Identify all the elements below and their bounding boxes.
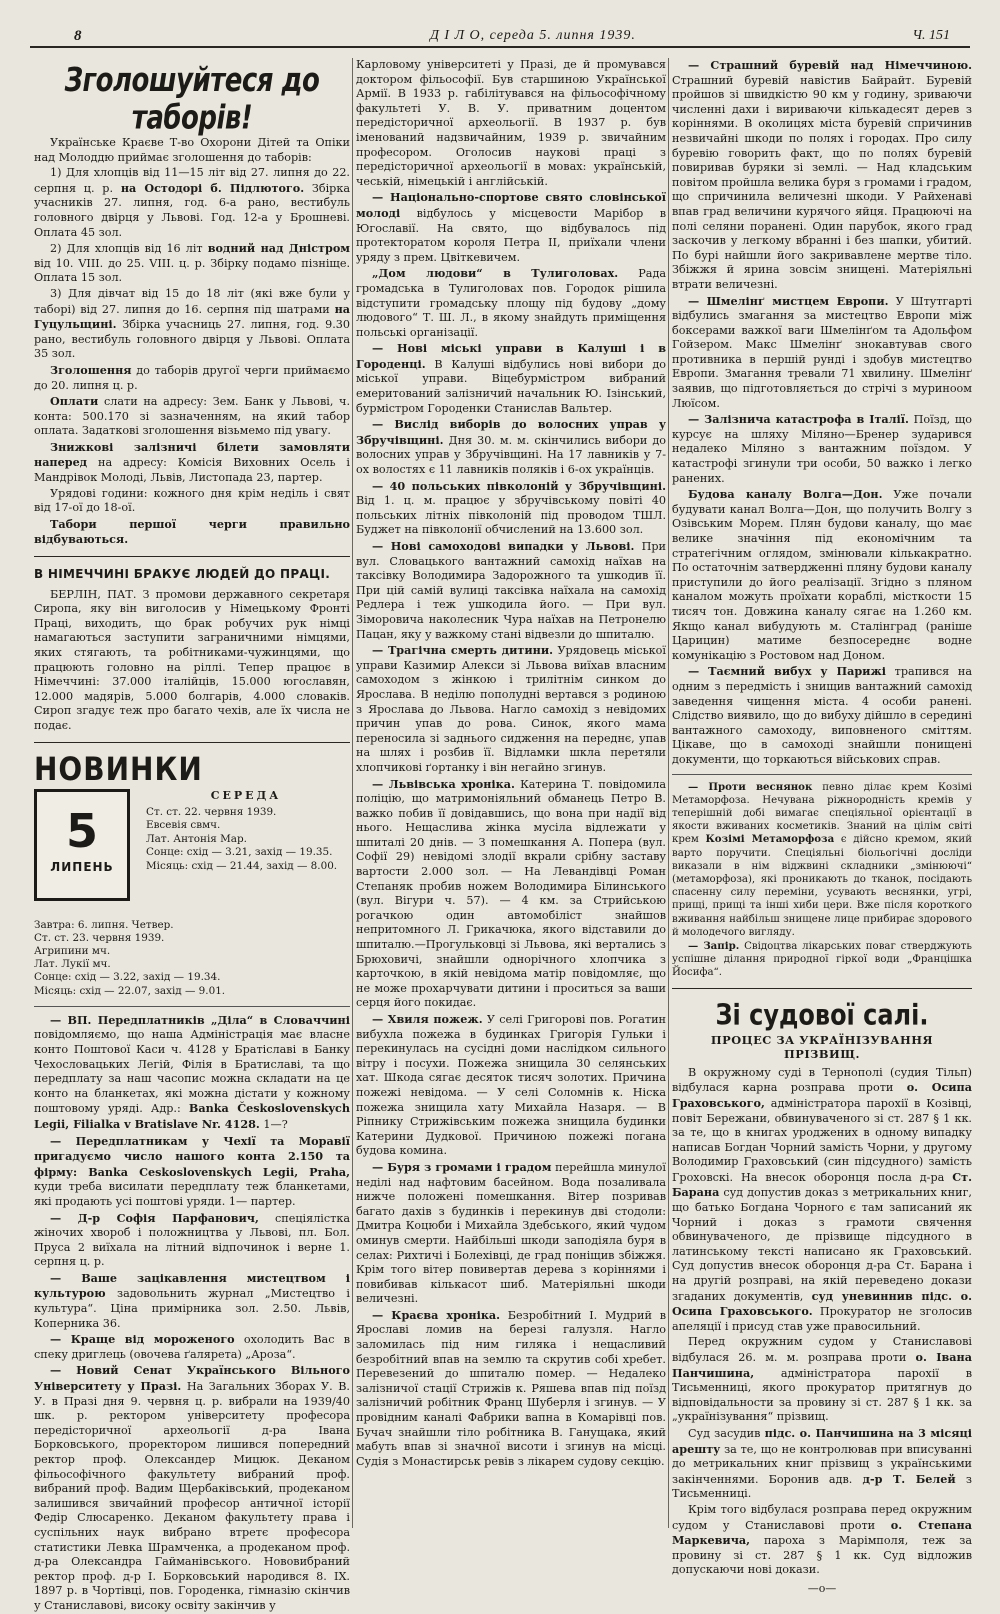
divider	[34, 1006, 350, 1007]
tomorrow-line: Агрипини мч.	[34, 944, 111, 957]
news-item: — Страшний буревій над Німеччиною. Страшний буревій навістив Байрайт. Буревій пройшов зі швидкістю 90 км у годину, зриваючи численні дахи і вириваючи кількадесят дерев з коріннями. В околицях міста буревій спричинив незвичайні шкоди по полях і городах. Про силу буревію говорить факт, що по полях буревій повиривав буряки зі землі. — Над кладським повітом пройшла велика буря з громами і градом, що спричинила величезні шкоди. У Райхенаві впав град величини курячого яйця. Працюючі на полі селяни поранені. Один парубок, якого град заскочив у легкому вбранні і без шапки, убитий. По бурі найшли його закривавлене мертве тіло. Збіжжя й ярина зовсім знищені. Матеріяльні втрати величезні.	[672, 58, 972, 291]
news-item: — Національно-спортове свято словінської молоді відбулось у місцевости Марібор в Югославії. На свято, що відбувалось під протекторатом короля Петра II, приїхали члени уряду з прем. Цвіткевичем.	[356, 190, 666, 264]
calendar-block	[34, 789, 350, 913]
news-item: — Нові самоходові випадки у Львові. При вул. Словацького вантажний самохід наїхав на таксівку Володимира Задорожного та ушкодив її. При цій самій вулиці таксівка наїхала на самохід Редлера і теж ушкодила його. — При вул. Зіморовича наколесник Чура наїхав на Петронелю Пацан, яку у важкому стані відвезли до шпиталю.	[356, 539, 666, 641]
camp-registration: Зголошення до таборів другої черги приймаємо до 20. липня ц. р.	[34, 362, 350, 392]
calendar-line: Евсевія свмч.	[146, 819, 221, 832]
news-item: Будова каналу Волга—Дон. Уже почали будувати канал Волга—Дон, що получить Волгу з Озівським Морем. Плян будови каналу, що має велике значіння під економічним та стратегічним оглядом, змінювали кількакратно. По остаточнім затвердженні пляну будови каналу приступили до його реалізації. Згідно з пляном каналом можуть проїхати кораблі, місткости 15 тисяч тон. Довжина каналу сягає на 1.260 км. Якщо канал вибудують м. Сталінград (раніше Царицин) матиме безпосереднє водне комунікацію з Ростовом над Доном.	[672, 487, 973, 662]
news-item: — Новий Сенат Українського Вільного Університету у Празі. На Загальних Зборах У. В. У. в Празі дня 9. червня ц. р. вибрали на 1939/40 шк. р. ректором університету професора передісторичної археольогії д-ра Івана Борковського, проректором лишився попередний ректор проф. Олександер Мицюк. Деканом фільософічного факультету вибраний проф. вибраний проф. Вадим Щербаківський, продеканом залишився звичайний професор античної історії Федір Слюсаренко. Деканом факультету права і суспільних наук вибрано втретє професора статистики Левка Шрамченка, а продеканом проф. д-ра Олександра Гайманівського. Нововибраний ректор проф. д-р І. Борковський народився 8. IX. 1897 р. в Чортівці, пов. Городенка, гімназію скінчив у Станиславові, високу освіту закінчив у	[34, 1363, 350, 1612]
court-paragraph: Крім того відбулася розправа перед окружним судом у Станиславові проти о. Степана Маркевича, пароха з Марімполя, теж за провину зі ст. 287 § 1 кк. Суд відложив допускаючи нові докази.	[672, 1502, 972, 1577]
calendar-line: Місяць: схід — 21.44, захід — 8.00.	[146, 859, 338, 872]
advertisement: — Проти веснянок певно ділає крем Козімі Метаморфоза. Нечувана ріжнородність кремів у теперішній добі вимагає спеціяльної орієнтації в якости вживаних косметиків. Знаний на цілім світі крем Козімі Метаморфоза є дійсно кремом, який варто поручити. Спеціяльні біольогічні досліди виказали в нім віджвині складники „змінюючі“ (метаморфоза), які проникають до тканок, посідають спасенну силу переміни, усувають веснянки, угрі, прищі, прищі та інші хиби цери. Вже після короткого вживання найбільш знищене лице прибирає здорового й молодечого вигляду.	[672, 780, 972, 938]
column-3	[672, 58, 973, 1595]
tomorrow-line: Сонце: схід — 3.22, захід — 19.34.	[34, 971, 221, 984]
news-item: — Буря з громами і градом перейшла минулої неділі над нафтовим басейном. Вода позаливала нижче положені помешкання. Вітер позривав багато дахів з будинків і перекинув дві стодоли: Дмитра Коцюби і Михайла Здебського, який чудом оминув смерти. Найбільші шкоди заподіяла буря в селах: Рихтичі і Болехівці, де град поніщив збіжжя. Крім того вітер повивертав дерева з коріннями і повибивав кількасот шиб. Матеріяльні шкоди величезні.	[356, 1159, 666, 1306]
news-item: — Краще від мороженого охолодить Вас в спеку дриглець (овочева ґалярета) „Ароза“.	[34, 1332, 351, 1361]
column-2	[356, 58, 666, 1538]
news-item: — Таємний вибух у Парижі трапився на одним з передмість і знищив вантажний самохід заведення чищення міста. 4 особи ранені. Слідство виявило, що до вибуху дійшло в середині вантажного самоходу, виповненого сміттям. Цікаве, що в самоході знайшли понищені документи, що торкаються військових справ.	[672, 664, 973, 766]
news-section-title: НОВИНКИ	[34, 749, 203, 788]
news-item: — Д-р Софія Парфанович, спеціялістка жіночих хвороб і положництва у Львові, пл. Бол. Пруса 2 виїхала на літний відпочинок і верне 1. серпня ц. р.	[34, 1210, 350, 1269]
end-ornament: —o—	[807, 1581, 837, 1595]
column-divider	[668, 58, 669, 1528]
camp-hours: Урядові години: кожного дня крім неділь і свят від 17-ої до 18-ої.	[34, 486, 350, 515]
news-item: — Ваше зацікавлення мистецтвом і культурою задовольнить журнал „Мистецтво і культура“. Ціна примірника зол. 2.50. Львів, Коперника 36.	[34, 1270, 350, 1330]
news-item: — Трагічна смерть дитини. Урядовець міської управи Казимир Алекси зі Львова виїхав власним самоходом з жінкою і трилітнім синком до Ярослава. В неділю пополудні вертався з родиною з Ярослава до Львова. Нагло самохід з невідомих причин упав до рова. Синок, якого мама переносила зі заднього сидження на переднє, упав на шлях і розбив її. Відламки шкла перетяли хлопчикові ґортанку і він негайно згинув.	[356, 643, 666, 774]
news-item: — Львівська хроніка. Катерина Т. повідомила поліцію, що матримоніяльний обманець Петро В. важко побив її довідавшись, що вона при надії від нього. Нещаслива жінка мусіла відлежати у шпиталі 20 днів. — З помешкання А. Попера (вул. Софії 29) невідомі злодії вкрали срібну заставу вартости 2.000 зол. — На Левандівці Роман Степаняк пробив ножем Володимира Білинського (вул. Вігури ч. 57). — 4 км. за Стрийською рогачкою один автомобіліст знайшов непритомного Л. Грикачюка, якого відставили до шпиталю.—Прогульковці зі Львова, які вертались з Брюховичі, знайшли однорічного хлопчика з карточкою, в якій невідома матір повідомляє, що не може прохарчувати дитини і проситься за ваши серця його покидає.	[356, 776, 666, 1010]
germany-article: БЕРЛІН, ПАТ. З промови державного секретаря Сиропа, яку він виголосив у Німецькому Фронті Праці, виходить, що брак робучих рук німці намагаються заступити заграничними німцями, яких стягають, та робітниками-чужинцями, що працюють головно на ріллі. Тепер працює в Німеччині: 37.000 італійців, 15.000 югославян, 12.000 мадярів, 5.000 болгарів, 4.000 словаків. Сироп згадує теж про багато чехів, але їх числа не подає.	[34, 587, 350, 732]
calendar-info	[146, 789, 346, 873]
camp-tickets: Знижкові залізничі білети замовляти наперед на адресу: Комісія Виховних Осель і Мандрівок Молоді, Львів, Листопада 23, партер.	[34, 439, 350, 485]
camp-headline: Зголошуйтеся до таборів!	[64, 62, 320, 137]
tomorrow-line: Місяць: схід — 22.07, захід — 9.01.	[34, 984, 226, 997]
divider	[672, 774, 972, 775]
column-divider	[352, 58, 353, 1528]
calendar-line: Ст. ст. 22. червня 1939.	[146, 805, 277, 818]
tomorrow-line: Завтра: 6. липня. Четвер.	[34, 918, 174, 931]
divider	[34, 556, 350, 557]
news-item: — Залізнича катастрофа в Італії. Поїзд, що курсує на шляху Міляно—Бренер зударився недалеко Міляно з вантажним поїздом. У катастрофі згинули три особи, 50 важко і легко ранених.	[672, 412, 972, 485]
camp-intro: Українське Краєве Т-во Охорони Дітей та Опіки над Молоддю приймає зголошення до таборів:	[34, 136, 350, 164]
divider	[34, 742, 350, 743]
column-1	[34, 58, 351, 1612]
calendar-month: ЛИПЕНЬ	[50, 859, 114, 874]
calendar-line: Лат. Антонія Мар.	[146, 832, 247, 845]
court-paragraph: В окружному суді в Тернополі (судия Тільп) відбулася карна розправа проти о. Осипа Граховського, адміністратора парохії в Козівці, повіт Бережани, обвинуваченого зі ст. 287 § 1 кк. за те, що в книгах уроджених в одному випадку написав Богдан Чорний замість Чорни, у другому Володимир Граховський (син підсудного) замість Гроховскі. На внесок оборонця посла д-ра Ст. Барана суд допустив доказ з метрикальних книг, що батько Богдана Чорного є там записаний як Чорний і доказ з грамоти свячення обвинуваченого, де прізвище підсудного в латинському тексті написано як Граховський. Суд допустив внесок оборонця д-ра Ст. Барана і на другій розправі, на якій переведено докази згаданих документів, суд уневиннив підс. о. Осипа Граховського. Прокуратор не зголосив апеляції і присуд став уже правосильний.	[672, 1065, 972, 1333]
news-item-continued: Карловому університеті у Празі, де й промувався доктором фільософії. Був старшиною Української Армії. В 1933 р. габілітувався на фільософічному факультеті У. В. У. приватним доцентом передісторичної археольогії. В 1937 р. був іменований надзвичайним, 1939 р. звичайним професором. Оголосив наукові праці з передісторичної археольогії в мовах: українській, чеській, німецькій і англійській.	[356, 58, 666, 188]
camp-note: Табори першої черги правильно відбуваються.	[34, 516, 350, 547]
news-item: — Краєва хроніка. Безробітний І. Мудрий в Ярославі ломив на березі галузля. Нагло заломилась під ним гиляка і нещасливий безробітний впав на землю та скрутив собі хребет. Перевезений до шпиталю помер. — Недалеко залізничої стації Стрижів к. Ряшева впав під поїзд залізничий робітник Франц Шуберля і згинув. — У провідним каналі Фабрики вапна в Комарівці пов. Бучач знайшли тіло робітника В. Ганущака, який мабуть впав зі значної висоти і згинув на місці. Судія з Монастирськ ревів з лікарем судову секцію.	[356, 1307, 666, 1468]
camp-item-1: 1) Для хлопців від 11—15 літ від 27. липня до 22. серпня ц. р. на Остодорі б. Підлютого. Збірка учасників 27. липня, год. 6-а рано, вестибуль головного двірця у Львові. Год. 12-а у Брошневі. Оплата 45 зол.	[34, 166, 351, 239]
calendar-weekday: СЕРЕДА	[210, 788, 282, 802]
camp-item-3: 3) Для дівчат від 15 до 18 літ (які вже були у таборі) від 27. липня до 16. серпня під шатрами на Гуцульщині. Збірка учасниць 27. липня, год. 9.30 рано, вестибуль головного двірця у Львові. Оплата 35 зол.	[34, 286, 350, 361]
news-item: — Хвиля пожеж. У селі Григорові пов. Рогатин вибухла пожежа в будинках Григорія Гульки і перекинулась на сусідні доми наслідком сильного вітру і посухи. Пожежа знищила 30 селянських хат. Шкода сягає десяток тисяч золотих. Причина пожежі невідома. — У селі Соломнів к. Ніска пожежа знищила хату Михайла Назаря. — В Ріпнику Стрижівським пожежа знищила будинки Катерини Дудкової. Причиною пожежі погана будова комина.	[356, 1012, 666, 1158]
news-item: „Дом людови“ в Тулиголовах. Рада громадська в Тулиголовах пов. Городок рішила відступити громадську площу під будову „дому людового“ Т. Ш. Л., в якому знайдуть приміщення польські організації.	[356, 266, 667, 339]
tomorrow-line: Ст. ст. 23. червня 1939.	[34, 931, 165, 944]
camp-payment: Оплати слати на адресу: Зем. Банк у Львові, ч. конта: 500.170 зі зазначенням, на який табор оплата. Задаткові зголошення візьмемо під увагу.	[34, 394, 350, 438]
calendar-line: Сонце: схід — 3.21, захід — 19.35.	[146, 846, 333, 859]
news-item: — Передплатникам у Чехії та Моравії пригадуємо число нашого конта 2.150 та фірму: Banka Ceskoslovenskych Legii, Praha, куди треба висилати передплату теж бланкетами, які продають усі поштові уряди. 1— партер.	[34, 1133, 350, 1208]
court-paragraph: Перед окружним судом у Станиславові відбулася 26. м. м. розправа проти о. Івана Панчишина, адміністратора парохії в Тисьменниці, якого прокуратор притягнув до відповідальности за провину зі ст. 287 § 1 кк. за „українізування“ прізвищ.	[672, 1335, 972, 1424]
court-paragraph: Суд засудив підс. о. Панчишина на 3 місяці арешту за те, що не контролював при вписуванні до метрикальних книг прізвищ з українськими закінченнями. Боронив адв. д-р Т. Белей з Тисьменниці.	[672, 1425, 972, 1501]
calendar-date-box	[34, 789, 130, 901]
page-number: 8	[74, 28, 82, 44]
tomorrow-line: Лат. Лукії мч.	[34, 958, 111, 971]
court-subheadline: ПРОЦЕС ЗА УКРАЇНІЗУВАННЯ ПРІЗВИЩ.	[710, 1032, 934, 1062]
divider	[672, 988, 972, 989]
news-item: — 40 польських півколоній у Збручівщині. Від 1. ц. м. працює у збручівському повіті 40 польських літніх півколоній під проводом ТШЛ. Буджет на півколонії обчислений на 13.600 зол.	[356, 478, 666, 537]
page-header	[30, 22, 970, 48]
court-section-title: Зі судової салі.	[715, 997, 929, 1032]
calendar-day: 5	[65, 803, 98, 858]
tomorrow-info	[34, 919, 350, 998]
issue-number: Ч. 151	[912, 28, 950, 43]
news-item: — ВП. Передплатників „Діла“ в Словаччині повідомляємо, що наша Адміністрація має власне конто Поштової Каси ч. 4128 у Братіславі в Банку Чехословацьких Легій, Філія в Братиславі, та що передплату за наш часопис можна складати на це конто на бланкетах, які можна дістати у кожному поштовому уряді. Адр.: Banka Československych Legii, Filialka v Bratislave Nr. 4128. 1—?	[34, 1012, 350, 1131]
news-item: — Вислід виборів до волосних управ у Збручівщині. Дня 30. м. м. скінчились вибори до волосних управ у Збручівщині. На 17 лавників у 7-ох волостях є 11 лавників поляків і 6-ох українців.	[356, 417, 666, 477]
germany-headline: В НІМЕЧЧИНІ БРАКУЄ ЛЮДЕЙ ДО ПРАЦІ.	[34, 567, 331, 582]
advertisement: — Запір. Свідоцтва лікарських поваг стверджують успішне ділання природної гіркої води „Францішка Йосифа“.	[672, 939, 972, 979]
masthead-date: Д І Л О, середа 5. липня 1939.	[430, 28, 636, 43]
news-item: — Шмелінґ мистцем Европи. У Штутгарті відбулись змагання за мистецтво Европи між боксерами важкої ваги Шмелінґом та Адольфом Гойзером. Макс Шмелінґ знокавтував свого противника в першій рунді і здобув мистецтво Европи. Змагання тревали 71 хвилину. Шмелінґ заявив, що підготовляється до стрічі з муриноом Люїсом.	[672, 293, 972, 410]
camp-item-2: 2) Для хлопців від 16 літ водний над Дністром від 10. VIII. до 25. VIII. ц. р. Збірку подамо пізніще. Оплата 15 зол.	[34, 241, 350, 285]
news-item: — Нові міські управи в Калуші і в Городенці. В Калуші відбулись нові вибори до міської управи. Віцебурмістром вибраний емеритований залізничий начальник Ю. Ізінський, бурмістром Городенки Станислав Вальтер.	[356, 341, 666, 415]
